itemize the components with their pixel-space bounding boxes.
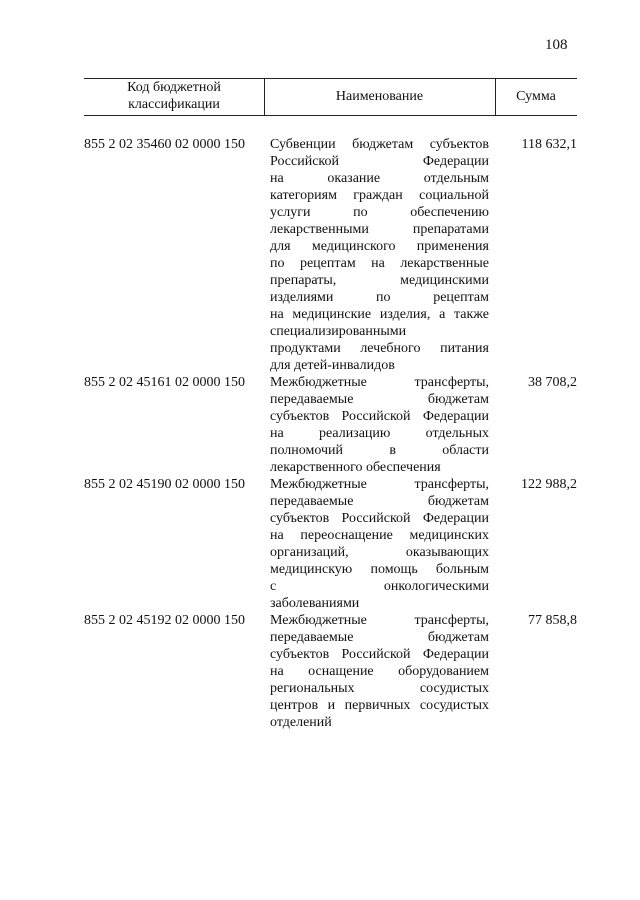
name-line: для детей-инвалидов — [270, 358, 395, 373]
name-line: передаваемые бюджетам — [270, 630, 489, 645]
sum-cell: 122 988,2 — [521, 477, 577, 492]
name-cell — [270, 136, 489, 374]
name-line: категориям граждан социальной — [270, 188, 489, 203]
name-line: Субвенции бюджетам субъектов — [270, 137, 489, 152]
name-line: Межбюджетные трансферты, — [270, 613, 489, 628]
name-line: на переоснащение медицинских — [270, 528, 489, 543]
name-line: с онкологическими — [270, 579, 489, 594]
table-row — [84, 476, 577, 612]
table-row — [84, 374, 577, 476]
name-line: Российской Федерации — [270, 154, 489, 169]
header-name: Наименование — [335, 89, 424, 104]
header-budget-code-line: классификации — [128, 97, 220, 112]
name-line: препараты, медицинскими — [270, 273, 489, 288]
table-row — [84, 136, 577, 374]
name-cell — [270, 612, 489, 731]
budget-code-cell: 855 2 02 45161 02 0000 150 — [84, 375, 245, 390]
sum-cell: 77 858,8 — [528, 613, 577, 628]
name-line: Межбюджетные трансферты, — [270, 375, 489, 390]
name-line: продуктами лечебного питания — [270, 341, 489, 356]
name-line: организаций, оказывающих — [270, 545, 489, 560]
header-budget-code — [84, 79, 264, 113]
name-line: заболеваниями — [270, 596, 360, 611]
name-line: для медицинского применения — [270, 239, 489, 254]
header-budget-code-line: Код бюджетной — [127, 80, 221, 95]
name-line: на медицинские изделия, а также — [270, 307, 489, 322]
name-line: на оказание отдельным — [270, 171, 489, 186]
table-body — [84, 136, 577, 731]
name-line: передаваемые бюджетам — [270, 392, 489, 407]
sum-cell: 118 632,1 — [521, 137, 577, 152]
name-line: субъектов Российской Федерации — [270, 409, 489, 424]
name-line: полномочий в области — [270, 443, 489, 458]
name-cell — [270, 374, 489, 476]
name-line: отделений — [270, 715, 332, 730]
name-line: лекарственными препаратами — [270, 222, 489, 237]
name-line: передаваемые бюджетам — [270, 494, 489, 509]
name-cell — [270, 476, 489, 612]
page-number: 108 — [545, 37, 568, 53]
budget-code-cell: 855 2 02 45192 02 0000 150 — [84, 613, 245, 628]
name-line: медицинскую помощь больным — [270, 562, 489, 577]
table-header-bottom-rule — [84, 115, 577, 116]
name-line: изделиями по рецептам — [270, 290, 489, 305]
budget-code-cell: 855 2 02 35460 02 0000 150 — [84, 137, 245, 152]
name-line: субъектов Российской Федерации — [270, 647, 489, 662]
name-line: специализированными — [270, 324, 407, 339]
name-line: услуги по обеспечению — [270, 205, 489, 220]
header-sum: Сумма — [516, 89, 556, 104]
name-line: лекарственного обеспечения — [270, 460, 441, 475]
name-line: центров и первичных сосудистых — [270, 698, 489, 713]
table-row — [84, 612, 577, 731]
sum-cell: 38 708,2 — [528, 375, 577, 390]
name-line: на реализацию отдельных — [270, 426, 489, 441]
name-line: по рецептам на лекарственные — [270, 256, 489, 271]
budget-code-cell: 855 2 02 45190 02 0000 150 — [84, 477, 245, 492]
name-line: на оснащение оборудованием — [270, 664, 489, 679]
name-line: субъектов Российской Федерации — [270, 511, 489, 526]
name-line: региональных сосудистых — [270, 681, 489, 696]
name-line: Межбюджетные трансферты, — [270, 477, 489, 492]
